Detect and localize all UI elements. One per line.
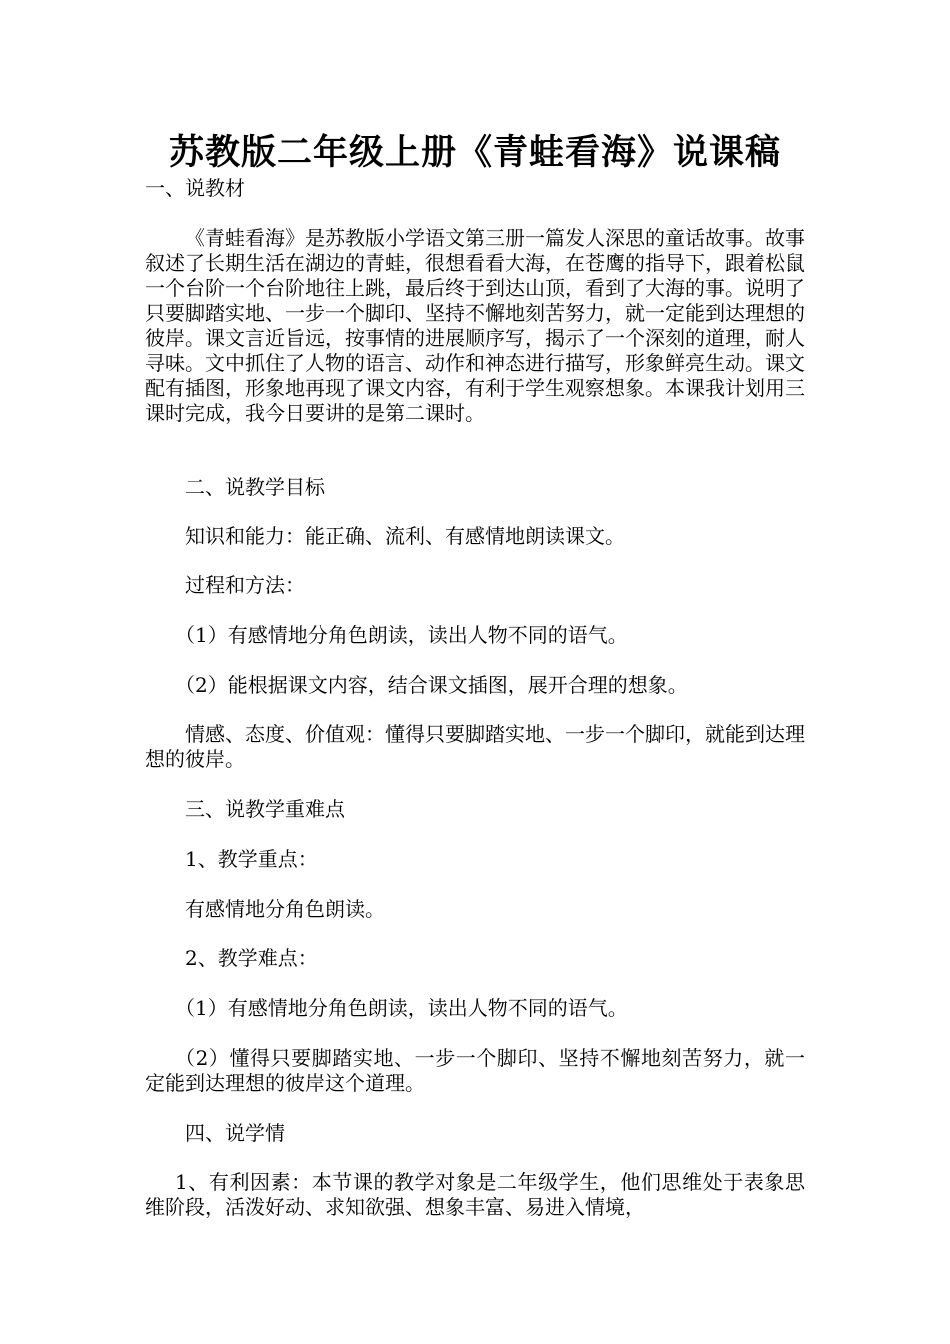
difficulty-item-1: （1）有感情地分角色朗读，读出人物不同的语气。	[175, 996, 628, 1020]
section-heading-key-points: 三、说教学重难点	[185, 797, 345, 821]
students-favorable-factors: 1、有利因素：本节课的教学对象是二年级学生，他们思维处于表象思维阶段，活泼好动、求知欲强、想象丰富、易进入情境，	[145, 1170, 805, 1219]
key-point-heading: 1、教学重点：	[185, 847, 318, 871]
section-heading-goals: 二、说教学目标	[185, 475, 325, 499]
goal-process-item-1: （1）有感情地分角色朗读，读出人物不同的语气。	[175, 623, 628, 647]
difficulty-item-2: （2）懂得只要脚踏实地、一步一个脚印、坚持不懈地刻苦努力，就一定能到达理想的彼岸这个道理。	[145, 1046, 805, 1095]
section-heading-students: 四、说学情	[185, 1121, 285, 1145]
key-point-item: 有感情地分角色朗读。	[185, 897, 385, 921]
document-title: 苏教版二年级上册《青蛙看海》说课稿	[168, 132, 781, 173]
goal-process-heading: 过程和方法：	[185, 573, 305, 597]
section-heading-textbook: 一、说教材	[145, 176, 245, 200]
paragraph-textbook-intro: 《青蛙看海》是苏教版小学语文第三册一篇发人深思的童话故事。故事叙述了长期生活在湖边的青蛙，很想看看大海，在苍鹰的指导下，跟着松鼠一个台阶一个台阶地往上跳，最后终于到达山顶，看到了大海的事。说明了只要脚踏实地、一步一个脚印、坚持不懈地刻苦努力，就一定能到达理想的彼岸。课文言近旨远，按事情的进展顺序写，揭示了一个深刻的道理，耐人寻味。文中抓住了人物的语言、动作和神态进行描写，形象鲜亮生动。课文配有插图，形象地再现了课文内容，有利于学生观察想象。本课我计划用三课时完成，我今日要讲的是第二课时。	[145, 226, 805, 425]
goal-knowledge: 知识和能力：能正确、流利、有感情地朗读课文。	[185, 524, 625, 548]
goal-emotion: 情感、态度、价值观：懂得只要脚踏实地、一步一个脚印，就能到达理想的彼岸。	[145, 722, 805, 771]
goal-process-item-2: （2）能根据课文内容，结合课文插图，展开合理的想象。	[175, 673, 688, 697]
difficulty-heading: 2、教学难点：	[185, 946, 318, 970]
